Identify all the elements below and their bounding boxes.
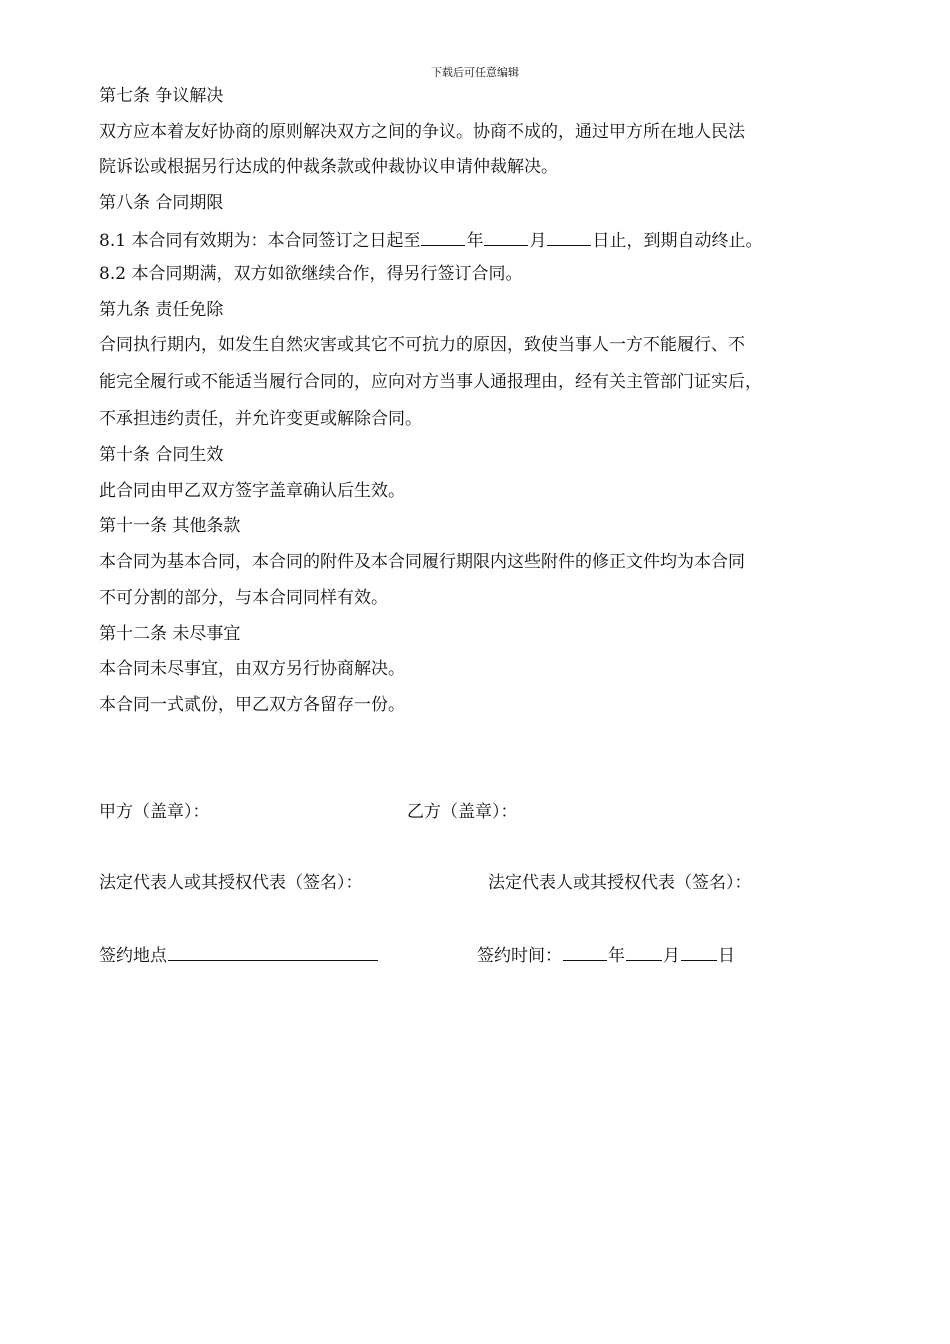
article-12-paragraph-line-1: 本合同未尽事宜，由双方另行协商解决。 — [99, 659, 405, 679]
article-11-paragraph-line-2: 不可分割的部分，与本合同同样有效。 — [99, 588, 388, 608]
day-blank — [547, 228, 591, 246]
party-b-representative-label: 法定代表人或其授权代表（签名）： — [488, 873, 752, 893]
article-7-paragraph-line-1: 双方应本着友好协商的原则解决双方之间的争议。协商不成的，通过甲方所在地人民法 — [99, 122, 745, 142]
article-9-paragraph-line-2: 能完全履行或不能适当履行合同的，应向对方当事人通报理由，经有关主管部门证实后， — [99, 372, 762, 392]
signing-place-label: 签约地点 — [99, 946, 167, 966]
signing-time-day: 日 — [718, 946, 735, 966]
signing-day-blank — [681, 943, 717, 961]
article-12-paragraph-line-2: 本合同一式贰份，甲乙双方各留存一份。 — [99, 695, 405, 715]
article-8-clause-2: 8.2 本合同期满，双方如欲继续合作，得另行签订合同。 — [99, 264, 523, 284]
party-b-seal-label: 乙方（盖章）： — [407, 802, 518, 822]
signing-place-blank — [168, 943, 378, 961]
article-9-paragraph-line-1: 合同执行期内，如发生自然灾害或其它不可抗力的原因，致使当事人一方不能履行、不 — [99, 335, 745, 355]
signing-place-field — [99, 943, 379, 967]
signing-time-label: 签约时间： — [477, 946, 562, 966]
article-7-paragraph-line-2: 院诉讼或根据另行达成的仲裁条款或仲裁协议申请仲裁解决。 — [99, 157, 558, 177]
page-header-note: 下载后可任意编辑 — [431, 66, 519, 79]
month-blank — [484, 228, 528, 246]
article-9-title: 第九条 责任免除 — [99, 300, 224, 320]
article-12-title: 第十二条 未尽事宜 — [99, 624, 241, 644]
article-8-clause-1 — [99, 228, 762, 252]
year-blank — [421, 228, 465, 246]
signing-time-field — [477, 943, 735, 967]
article-8-title: 第八条 合同期限 — [99, 193, 224, 213]
clause-8-1-year: 年 — [466, 231, 484, 251]
party-a-representative-label: 法定代表人或其授权代表（签名）： — [99, 873, 363, 893]
signing-year-blank — [563, 943, 607, 961]
signing-time-year: 年 — [608, 946, 625, 966]
clause-8-1-month: 月 — [529, 231, 547, 251]
party-a-seal-label: 甲方（盖章）： — [99, 802, 210, 822]
article-10-paragraph: 此合同由甲乙双方签字盖章确认后生效。 — [99, 481, 405, 501]
article-10-title: 第十条 合同生效 — [99, 445, 224, 465]
article-9-paragraph-line-3: 不承担违约责任，并允许变更或解除合同。 — [99, 409, 422, 429]
clause-8-1-suffix: 日止，到期自动终止。 — [592, 231, 763, 251]
article-7-title: 第七条 争议解决 — [99, 86, 224, 106]
clause-8-1-prefix: 8.1 本合同有效期为：本合同签订之日起至 — [99, 231, 421, 251]
article-11-paragraph-line-1: 本合同为基本合同，本合同的附件及本合同履行期限内这些附件的修正文件均为本合同 — [99, 552, 745, 572]
signing-month-blank — [626, 943, 662, 961]
signing-time-month: 月 — [663, 946, 680, 966]
article-11-title: 第十一条 其他条款 — [99, 516, 241, 536]
